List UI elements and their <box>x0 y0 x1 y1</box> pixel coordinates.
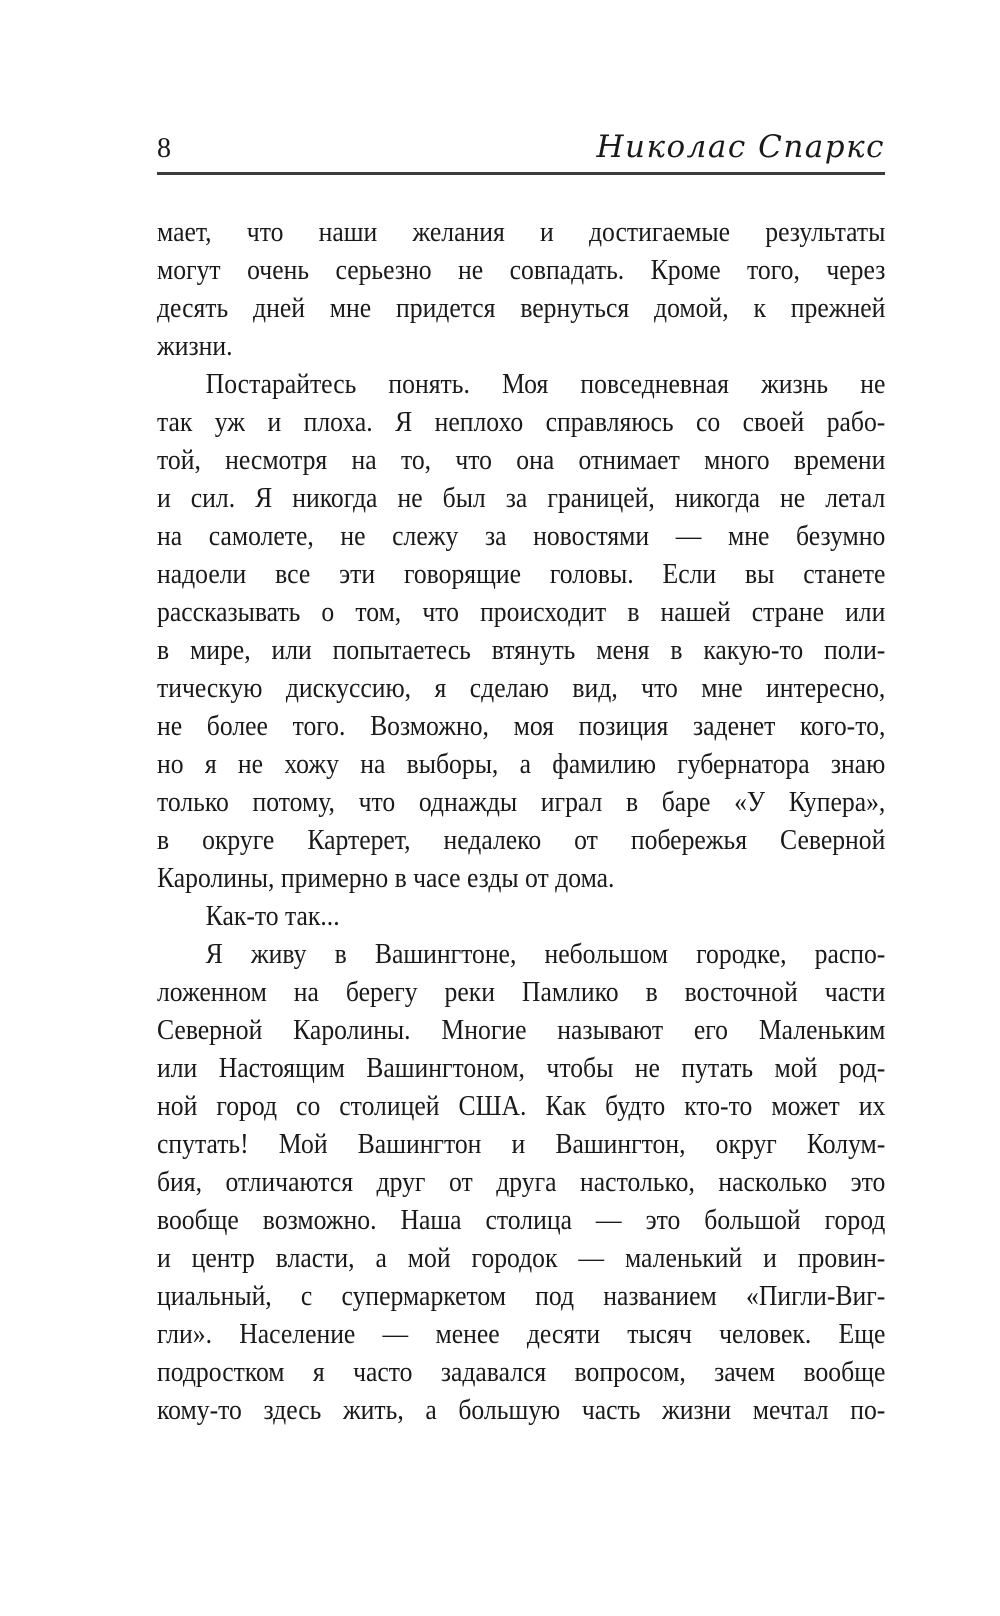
paragraph <box>157 935 885 1429</box>
text-line: Как-то так... <box>205 900 340 932</box>
text-line: на самолете, не слежу за новостями — мне безумно <box>157 520 886 552</box>
page-number: 8 <box>157 133 171 164</box>
text-line: Я живу в Вашингтоне, небольшом городке, распо- <box>205 938 886 970</box>
text-line: в мире, или попытаетесь втянуть меня в какую-то поли- <box>157 634 886 666</box>
text-line: тическую дискуссию, я сделаю вид, что мне интересно, <box>157 672 886 704</box>
header-rule <box>157 172 885 175</box>
running-head-author: Николас Спаркс <box>596 129 885 165</box>
text-line: кому-то здесь жить, а большую часть жизни мечтал по- <box>157 1394 886 1426</box>
page-header <box>157 130 885 166</box>
text-line: Северной Каролины. Многие называют его Маленьким <box>157 1014 886 1046</box>
text-line: гли». Население — менее десяти тысяч человек. Еще <box>157 1318 886 1350</box>
text-line: ной город со столицей США. Как будто кто-то может их <box>157 1090 886 1122</box>
paragraph <box>157 897 885 935</box>
text-line: Каролины, примерно в часе езды от дома. <box>157 862 615 894</box>
text-line: или Настоящим Вашингтоном, чтобы не путать мой род- <box>157 1052 886 1084</box>
text-line: ложенном на берегу реки Памлико в восточной части <box>157 976 886 1008</box>
text-line: циальный, с супермаркетом под названием «Пигли-Виг- <box>157 1280 886 1312</box>
text-line: подростком я часто задавался вопросом, зачем вообще <box>157 1356 886 1388</box>
text-line: бия, отличаются друг от друга настолько, насколько это <box>157 1166 886 1198</box>
text-line: Постарайтесь понять. Моя повседневная жизнь не <box>205 368 886 400</box>
text-line: в округе Картерет, недалеко от побережья Северной <box>157 824 886 856</box>
text-line: надоели все эти говорящие головы. Если вы станете <box>157 558 886 590</box>
text-line: могут очень серьезно не совпадать. Кроме того, через <box>157 254 886 286</box>
text-line: той, несмотря на то, что она отнимает много времени <box>157 444 886 476</box>
text-line: вообще возможно. Наша столица — это большой город <box>157 1204 886 1236</box>
text-line: и центр власти, а мой городок — маленький и провин- <box>157 1242 886 1274</box>
text-line: десять дней мне придется вернуться домой, к прежней <box>157 292 886 324</box>
text-line: жизни. <box>157 330 233 362</box>
text-line: так уж и плоха. Я неплохо справляюсь со своей рабо- <box>157 406 886 438</box>
text-line: только потому, что однажды играл в баре «У Купера», <box>157 786 886 818</box>
text-line: не более того. Возможно, моя позиция заденет кого-то, <box>157 710 886 742</box>
text-line: рассказывать о том, что происходит в нашей стране или <box>157 596 886 628</box>
text-line: спутать! Мой Вашингтон и Вашингтон, округ Колум- <box>157 1128 886 1160</box>
text-line: но я не хожу на выборы, а фамилию губернатора знаю <box>157 748 886 780</box>
paragraph <box>157 365 885 897</box>
text-line: и сил. Я никогда не был за границей, никогда не летал <box>157 482 886 514</box>
text-line: мает, что наши желания и достигаемые результаты <box>157 216 886 248</box>
page-body <box>157 213 885 1429</box>
paragraph <box>157 213 885 365</box>
